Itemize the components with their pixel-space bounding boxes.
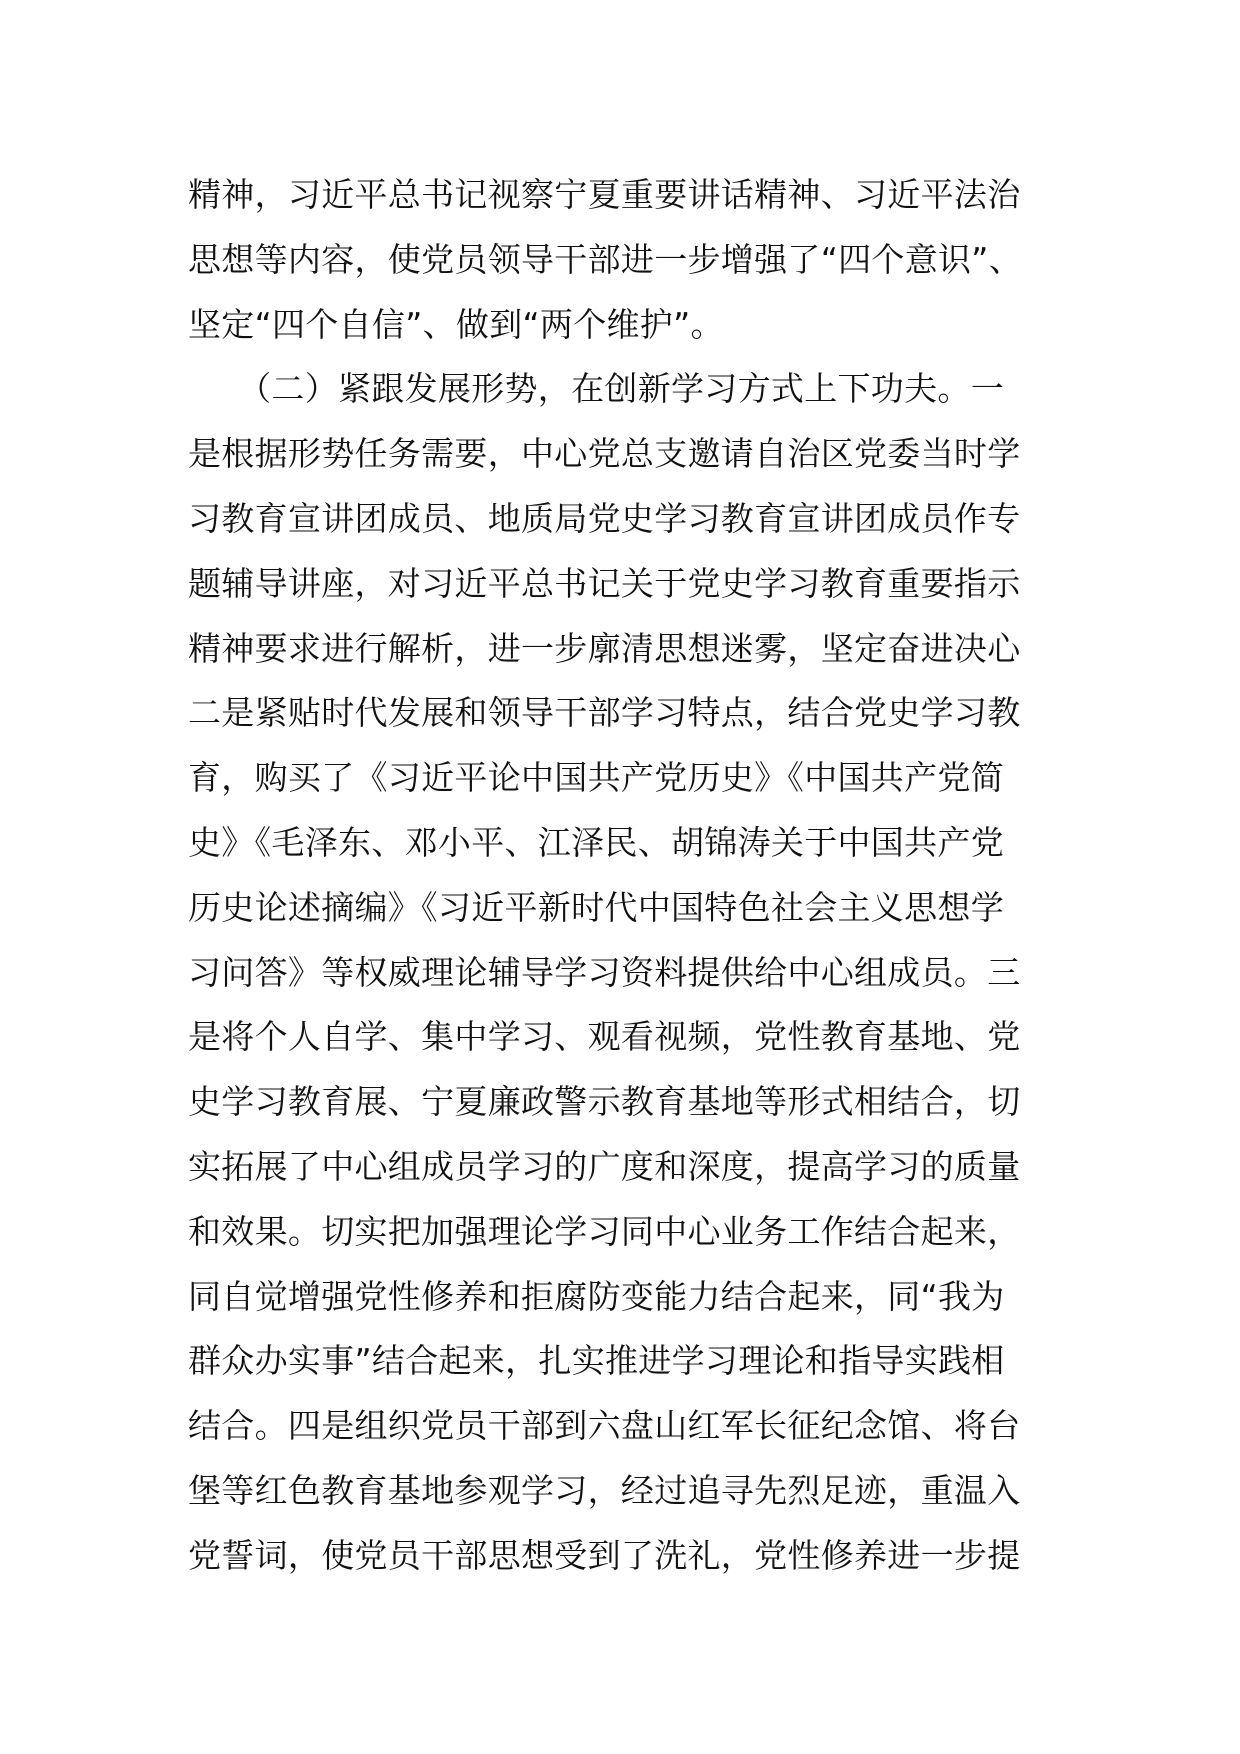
text-line: 精神，习近平总书记视察宁夏重要讲话精神、习近平法治 — [188, 175, 1021, 214]
text-line: 群众办实事”结合起来，扎实推进学习理论和指导实践相 — [188, 1341, 1005, 1381]
text-line: 坚定“四个自信”、做到“两个维护”。 — [188, 304, 724, 344]
text-line: 是根据形势任务需要，中心党总支邀请自治区党委当时学 — [188, 434, 1021, 474]
body-text — [188, 163, 1088, 1589]
text-line: 堡等红色教育基地参观学习，经过追寻先烈足迹，重温入 — [188, 1470, 1021, 1510]
text-line: 同自觉增强党性修养和拒腐防变能力结合起来，同“我为 — [188, 1276, 1005, 1316]
text-line: 实拓展了中心组成员学习的广度和深度，提高学习的质量 — [188, 1146, 1021, 1186]
text-line: 党誓词，使党员干部思想受到了洗礼，党性修养进一步提 — [188, 1535, 1021, 1575]
text-line: 结合。四是组织党员干部到六盘山红军长征纪念馆、将台 — [188, 1406, 1021, 1446]
section-heading-line: （二）紧跟发展形势，在创新学习方式上下功夫。一 — [188, 369, 1004, 409]
text-line: 习问答》等权威理论辅导学习资料提供给中心组成员。三 — [188, 952, 1021, 992]
text-line: 思想等内容，使党员领导干部进一步增强了“四个意识”、 — [188, 239, 1022, 279]
text-line: 是将个人自学、集中学习、观看视频，党性教育基地、党 — [188, 1017, 1021, 1057]
text-line: 二是紧贴时代发展和领导干部学习特点，结合党史学习教 — [188, 693, 1021, 733]
text-line: 题辅导讲座，对习近平总书记关于党史学习教育重要指示 — [188, 563, 1021, 603]
text-line: 和效果。切实把加强理论学习同中心业务工作结合起来， — [188, 1211, 1021, 1251]
text-line: 习教育宣讲团成员、地质局党史学习教育宣讲团成员作专 — [188, 498, 1021, 538]
text-line: 历史论述摘编》《习近平新时代中国特色社会主义思想学 — [188, 887, 1004, 927]
text-line: 育，购买了《习近平论中国共产党历史》《中国共产党简 — [188, 758, 1004, 798]
text-line: 史》《毛泽东、邓小平、江泽民、胡锦涛关于中国共产党 — [188, 822, 1004, 862]
text-line: 精神要求进行解析，进一步廓清思想迷雾，坚定奋进决心 — [188, 628, 1021, 668]
text-line: 史学习教育展、宁夏廉政警示教育基地等形式相结合，切 — [188, 1082, 1021, 1122]
